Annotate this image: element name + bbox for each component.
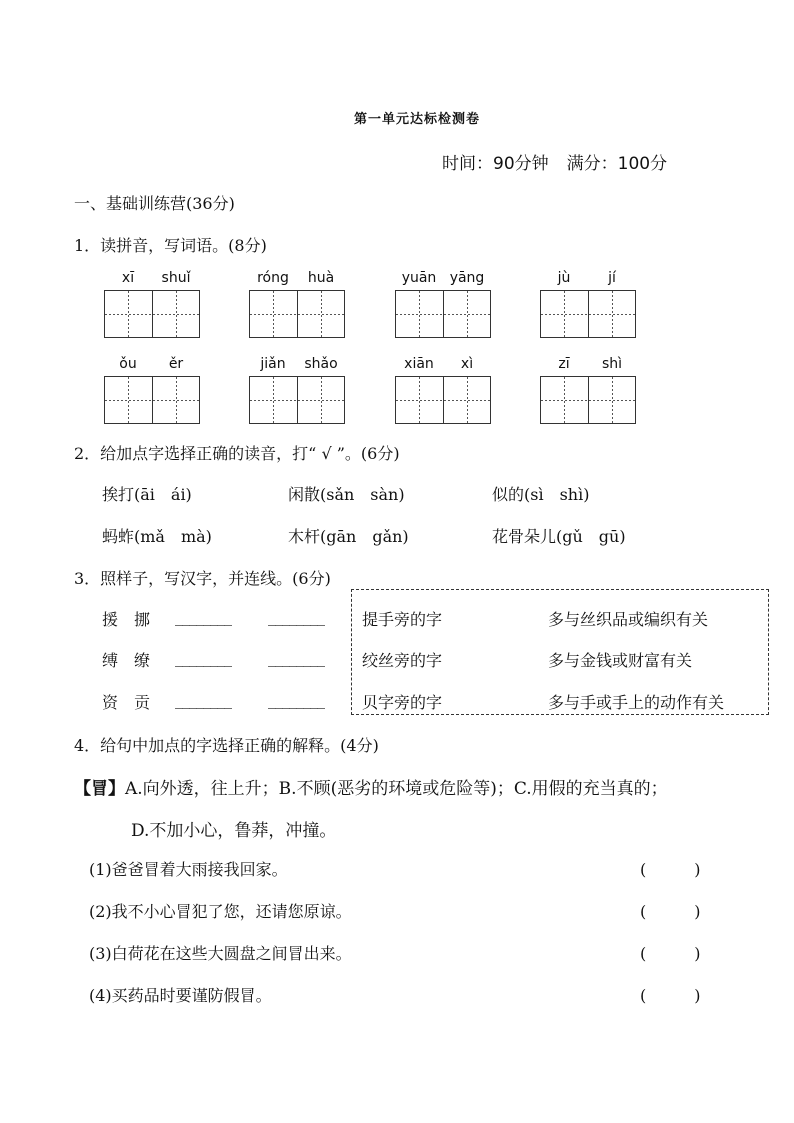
pinyin: huà [307,270,335,286]
definition-line-1 [74,774,668,799]
writing-grid[interactable] [249,290,345,338]
radical-label[interactable]: 绞丝旁的字 [362,651,443,670]
writing-grid[interactable] [104,376,200,424]
pinyin: yuān [401,270,437,286]
pinyin: xī [121,270,135,286]
radical-label[interactable]: 提手旁的字 [362,610,443,629]
sentence-item: (1)爸爸冒着大雨接我回家。 [89,860,288,879]
answer-blank[interactable]: ________ [175,648,231,667]
question-4-prompt: 4．给句中加点的字选择正确的解释。(4分) [74,736,379,755]
pinyin: jù [557,270,571,286]
question-3-prompt: 3．照样子，写汉字，并连线。(6分) [74,569,331,588]
time-limit: 时间：90分钟 [442,154,549,174]
pinyin: jiǎn [260,356,286,372]
pinyin: shǎo [304,356,338,372]
reading-option[interactable]: 似的(sì shì) [492,485,590,504]
pinyin: jí [608,270,616,286]
definition-options-d: D.不加小心，鲁莽，冲撞。 [131,821,337,841]
exam-info [442,149,667,174]
answer-blank[interactable]: ________ [268,607,324,626]
answer-paren[interactable]: ( ) [640,986,701,1005]
answer-paren[interactable]: ( ) [640,860,701,879]
pinyin: ěr [168,356,184,372]
answer-blank[interactable]: ________ [268,648,324,667]
writing-grid[interactable] [540,290,636,338]
page-title: 第一单元达标检测卷 [353,112,480,127]
pinyin: shuǐ [161,270,191,286]
reading-option[interactable]: 闲散(sǎn sàn) [288,485,405,504]
meaning-label[interactable]: 多与金钱或财富有关 [548,651,693,670]
pinyin: róng [257,270,289,286]
reading-option[interactable]: 挨打(āi ái) [102,485,192,504]
pinyin: shì [601,356,623,372]
example-chars: 援 挪 [102,610,151,629]
pinyin: xì [460,356,474,372]
writing-grid[interactable] [249,376,345,424]
definition-key: 【冒】 [74,779,125,799]
question-1-prompt: 1．读拼音，写词语。(8分) [74,236,267,255]
pinyin: ǒu [119,356,137,372]
full-score: 满分：100分 [566,154,668,174]
radical-label[interactable]: 贝字旁的字 [362,693,443,712]
writing-grid[interactable] [395,376,491,424]
pinyin: xiān [404,356,434,372]
example-chars: 资 贡 [102,693,151,712]
section-heading: 一、基础训练营(36分) [74,194,235,213]
sentence-item: (4)买药品时要谨防假冒。 [89,986,272,1005]
sentence-item: (2)我不小心冒犯了您，还请您原谅。 [89,902,352,921]
answer-blank[interactable]: ________ [268,690,324,709]
writing-grid[interactable] [540,376,636,424]
writing-grid[interactable] [104,290,200,338]
example-chars: 缚 缭 [102,651,151,670]
reading-option[interactable]: 木杆(gān gǎn) [288,527,409,546]
answer-paren[interactable]: ( ) [640,902,701,921]
writing-grid[interactable] [395,290,491,338]
pinyin: yāng [449,270,485,286]
meaning-label[interactable]: 多与手或手上的动作有关 [548,693,725,712]
answer-blank[interactable]: ________ [175,607,231,626]
question-2-prompt: 2．给加点字选择正确的读音，打“ √ ”。(6分) [74,444,400,463]
sentence-item: (3)白荷花在这些大圆盘之间冒出来。 [89,944,352,963]
reading-option[interactable]: 花骨朵儿(gǔ gū) [492,527,626,546]
answer-blank[interactable]: ________ [175,690,231,709]
answer-paren[interactable]: ( ) [640,944,701,963]
definition-options-a-c: A.向外透，往上升；B.不顾(恶劣的环境或危险等)；C.用假的充当真的； [125,779,668,799]
reading-option[interactable]: 蚂蚱(mǎ mà) [102,527,212,546]
meaning-label[interactable]: 多与丝织品或编织有关 [548,610,709,629]
pinyin: zī [558,356,570,372]
